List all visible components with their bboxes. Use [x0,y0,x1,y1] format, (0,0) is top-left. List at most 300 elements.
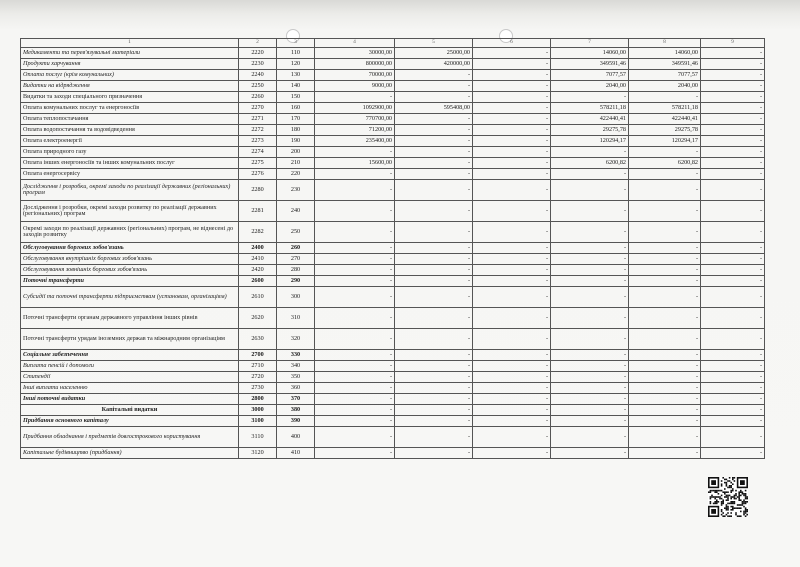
value-col4: - [315,147,395,158]
value-col4: - [315,383,395,394]
value-col4: 9000,00 [315,81,395,92]
value-col5: - [395,92,473,103]
value-col5: - [395,427,473,448]
value-col6: - [473,48,551,59]
column-number-row [21,39,765,48]
value-col4: - [315,169,395,180]
value-col9: - [701,158,765,169]
value-col6: - [473,416,551,427]
value-col8: - [629,372,701,383]
value-col9: - [701,103,765,114]
value-col5: 595408,00 [395,103,473,114]
value-col7: - [551,169,629,180]
value-col8: - [629,222,701,243]
value-col7: - [551,201,629,222]
value-col6: - [473,254,551,265]
value-col9: - [701,350,765,361]
table-row [21,59,765,70]
kekv-code: 2230 [239,59,277,70]
table-row [21,180,765,201]
value-col8: 29275,78 [629,125,701,136]
value-col4: - [315,308,395,329]
value-col6: - [473,243,551,254]
table-row [21,48,765,59]
value-col8: 422440,41 [629,114,701,125]
value-col5: - [395,416,473,427]
table-row [21,70,765,81]
kekv-code: 2240 [239,70,277,81]
kekv-code: 2220 [239,48,277,59]
value-col4: - [315,265,395,276]
value-col4: - [315,427,395,448]
kekv-code: 2800 [239,394,277,405]
value-col6: - [473,383,551,394]
value-col7: - [551,416,629,427]
value-col7: - [551,243,629,254]
value-col9: - [701,114,765,125]
row-name: Дослідження і розробки, окремі заходи розвитку по реалізації державних (регіональних) програм [21,201,239,222]
table-row [21,147,765,158]
table-row [21,416,765,427]
value-col6: - [473,201,551,222]
value-col6: - [473,329,551,350]
kekv-code: 2275 [239,158,277,169]
value-col8: 7077,57 [629,70,701,81]
row-code: 190 [277,136,315,147]
value-col7: 29275,78 [551,125,629,136]
value-col8: 349591,46 [629,59,701,70]
value-col8: - [629,383,701,394]
value-col8: - [629,243,701,254]
value-col9: - [701,276,765,287]
value-col9: - [701,201,765,222]
value-col5: 25000,00 [395,48,473,59]
value-col7: 2040,00 [551,81,629,92]
table-row [21,265,765,276]
value-col6: - [473,427,551,448]
value-col9: - [701,265,765,276]
value-col7: - [551,147,629,158]
value-col9: - [701,180,765,201]
row-code: 120 [277,59,315,70]
value-col7: 422440,41 [551,114,629,125]
value-col4: - [315,276,395,287]
kekv-code: 2420 [239,265,277,276]
value-col6: - [473,276,551,287]
row-name: Обслуговування внутрішніх боргових зобов'язань [21,254,239,265]
value-col8: - [629,361,701,372]
value-col8: - [629,308,701,329]
value-col5: - [395,265,473,276]
row-code: 380 [277,405,315,416]
value-col5: - [395,70,473,81]
table-row [21,350,765,361]
value-col6: - [473,405,551,416]
value-col6: - [473,265,551,276]
kekv-code: 2260 [239,92,277,103]
row-name: Оплата електроенергії [21,136,239,147]
value-col7: - [551,265,629,276]
row-name: Медикаменти та перев'язувальні матеріали [21,48,239,59]
value-col4: 71200,00 [315,125,395,136]
kekv-code: 2271 [239,114,277,125]
row-code: 260 [277,243,315,254]
table-row [21,158,765,169]
value-col7: - [551,361,629,372]
row-code: 280 [277,265,315,276]
value-col7: - [551,254,629,265]
value-col9: - [701,48,765,59]
row-name: Обслуговування зовнішніх боргових зобов'язань [21,265,239,276]
value-col9: - [701,448,765,459]
value-col6: - [473,350,551,361]
value-col7: 120294,17 [551,136,629,147]
value-col8: - [629,180,701,201]
value-col5: - [395,136,473,147]
value-col9: - [701,427,765,448]
row-code: 140 [277,81,315,92]
value-col9: - [701,372,765,383]
value-col6: - [473,394,551,405]
table-row [21,383,765,394]
table-row [21,125,765,136]
value-col4: - [315,222,395,243]
row-code: 330 [277,350,315,361]
value-col8: 14060,00 [629,48,701,59]
row-name: Поточні трансферти [21,276,239,287]
value-col7: 7077,57 [551,70,629,81]
table-row [21,81,765,92]
value-col4: - [315,243,395,254]
value-col9: - [701,222,765,243]
value-col6: - [473,222,551,243]
value-col4: - [315,254,395,265]
kekv-code: 2400 [239,243,277,254]
kekv-code: 2280 [239,180,277,201]
row-code: 170 [277,114,315,125]
value-col9: - [701,287,765,308]
table-row [21,222,765,243]
row-code: 320 [277,329,315,350]
value-col8: 6200,82 [629,158,701,169]
value-col5: - [395,81,473,92]
table-row [21,287,765,308]
kekv-code: 2270 [239,103,277,114]
value-col8: - [629,92,701,103]
kekv-code: 2700 [239,350,277,361]
value-col4: - [315,329,395,350]
value-col7: - [551,92,629,103]
row-code: 250 [277,222,315,243]
table-row [21,103,765,114]
value-col4: - [315,394,395,405]
value-col9: - [701,416,765,427]
column-number: 3 [277,39,315,48]
kekv-code: 2720 [239,372,277,383]
value-col8: - [629,169,701,180]
table-row [21,201,765,222]
value-col6: - [473,180,551,201]
row-name: Оплата енергосервісу [21,169,239,180]
value-col7: - [551,308,629,329]
row-code: 390 [277,416,315,427]
column-number: 5 [395,39,473,48]
value-col5: - [395,114,473,125]
row-name: Оплата природного газу [21,147,239,158]
value-col4: 800000,00 [315,59,395,70]
value-col9: - [701,81,765,92]
value-col6: - [473,81,551,92]
value-col4: 70000,00 [315,70,395,81]
row-name: Оплата інших енергоносіїв та інших комунальних послуг [21,158,239,169]
column-number: 1 [21,39,239,48]
kekv-code: 2410 [239,254,277,265]
value-col7: - [551,180,629,201]
value-col8: - [629,265,701,276]
kekv-code: 2274 [239,147,277,158]
row-code: 360 [277,383,315,394]
kekv-code: 2281 [239,201,277,222]
row-code: 410 [277,448,315,459]
value-col6: - [473,361,551,372]
column-number: 9 [701,39,765,48]
value-col6: - [473,448,551,459]
value-col6: - [473,114,551,125]
value-col6: - [473,70,551,81]
value-col4: 770700,00 [315,114,395,125]
value-col9: - [701,254,765,265]
kekv-code: 2282 [239,222,277,243]
value-col6: - [473,287,551,308]
value-col7: - [551,372,629,383]
value-col5: - [395,329,473,350]
row-name: Обслуговування боргових зобов'язань [21,243,239,254]
kekv-code: 3100 [239,416,277,427]
value-col4: - [315,180,395,201]
expenditure-report-table [20,38,765,459]
row-name: Придбання обладнання і предметів довгострокового користування [21,427,239,448]
value-col4: 15600,00 [315,158,395,169]
row-code: 240 [277,201,315,222]
kekv-code: 2250 [239,81,277,92]
kekv-code: 2610 [239,287,277,308]
kekv-code: 2710 [239,361,277,372]
value-col6: - [473,158,551,169]
kekv-code: 2620 [239,308,277,329]
value-col4: 235400,00 [315,136,395,147]
value-col8: - [629,276,701,287]
table-row [21,276,765,287]
value-col9: - [701,147,765,158]
value-col8: - [629,448,701,459]
value-col8: 578211,18 [629,103,701,114]
value-col8: - [629,427,701,448]
value-col7: - [551,448,629,459]
value-col5: - [395,308,473,329]
value-col6: - [473,147,551,158]
value-col8: - [629,147,701,158]
value-col7: - [551,287,629,308]
column-number: 7 [551,39,629,48]
value-col5: - [395,448,473,459]
value-col8: - [629,350,701,361]
value-col4: - [315,416,395,427]
value-col7: 349591,46 [551,59,629,70]
table-row [21,92,765,103]
value-col6: - [473,136,551,147]
row-name: Поточні трансферти органам державного управління інших рівнів [21,308,239,329]
row-name: Соціальне забезпечення [21,350,239,361]
value-col7: - [551,222,629,243]
table-row [21,254,765,265]
table-row [21,136,765,147]
value-col5: - [395,372,473,383]
kekv-code: 2600 [239,276,277,287]
kekv-code: 2273 [239,136,277,147]
row-code: 200 [277,147,315,158]
value-col9: - [701,92,765,103]
row-code: 160 [277,103,315,114]
row-name: Капітальне будівництво (придбання) [21,448,239,459]
row-code: 300 [277,287,315,308]
value-col6: - [473,169,551,180]
value-col4: - [315,405,395,416]
row-name: Оплата комунальних послуг та енергоносіїв [21,103,239,114]
row-name: Дослідження і розробки, окремі заходи по реалізації державних (регіональних) програм [21,180,239,201]
value-col5: - [395,405,473,416]
value-col6: - [473,308,551,329]
value-col5: - [395,361,473,372]
value-col4: 1092900,00 [315,103,395,114]
table-row [21,361,765,372]
row-name: Видатки на відрядження [21,81,239,92]
value-col9: - [701,70,765,81]
row-name: Оплата теплопостачання [21,114,239,125]
value-col4: - [315,372,395,383]
value-col7: 6200,82 [551,158,629,169]
value-col4: - [315,448,395,459]
kekv-code: 3120 [239,448,277,459]
row-code: 310 [277,308,315,329]
value-col7: - [551,329,629,350]
value-col5: - [395,158,473,169]
row-code: 220 [277,169,315,180]
kekv-code: 3000 [239,405,277,416]
value-col8: 2040,00 [629,81,701,92]
value-col9: - [701,125,765,136]
row-name: Оплата водопостачання та водовідведення [21,125,239,136]
row-code: 180 [277,125,315,136]
row-name: Виплата пенсій і допомоги [21,361,239,372]
value-col7: - [551,350,629,361]
row-name: Субсидії та поточні трансферти підприємствам (установам, організаціям) [21,287,239,308]
value-col5: - [395,201,473,222]
value-col9: - [701,169,765,180]
row-code: 130 [277,70,315,81]
row-name: Окремі заходи по реалізації державних (регіональних) програм, не віднесені до заходів розвитку [21,222,239,243]
row-name: Інші виплати населенню [21,383,239,394]
value-col6: - [473,372,551,383]
value-col5: - [395,243,473,254]
value-col5: - [395,287,473,308]
row-code: 370 [277,394,315,405]
column-number: 8 [629,39,701,48]
row-name: Поточні трансферти урядам іноземних держав та міжнародним організаціям [21,329,239,350]
row-code: 290 [277,276,315,287]
row-name: Продукти харчування [21,59,239,70]
value-col8: - [629,394,701,405]
table-row [21,114,765,125]
value-col9: - [701,405,765,416]
row-name: Видатки та заходи спеціального призначення [21,92,239,103]
qr-code [708,477,748,517]
value-col7: - [551,383,629,394]
value-col4: - [315,350,395,361]
table-row [21,394,765,405]
row-name: Інші поточні видатки [21,394,239,405]
row-name: Придбання основного капіталу [21,416,239,427]
table-row [21,405,765,416]
value-col9: - [701,329,765,350]
row-name: Оплата послуг (крім комунальних) [21,70,239,81]
value-col9: - [701,308,765,329]
table-row [21,308,765,329]
row-code: 210 [277,158,315,169]
value-col5: - [395,276,473,287]
value-col8: - [629,254,701,265]
row-code: 340 [277,361,315,372]
value-col6: - [473,59,551,70]
kekv-code: 2630 [239,329,277,350]
value-col9: - [701,394,765,405]
table-row [21,329,765,350]
value-col8: - [629,287,701,308]
table-row [21,448,765,459]
value-col8: - [629,416,701,427]
value-col5: - [395,125,473,136]
value-col8: - [629,405,701,416]
row-code: 400 [277,427,315,448]
value-col5: - [395,383,473,394]
row-code: 350 [277,372,315,383]
value-col6: - [473,92,551,103]
table-row [21,372,765,383]
value-col5: - [395,222,473,243]
value-col8: - [629,201,701,222]
value-col4: - [315,287,395,308]
value-col7: - [551,394,629,405]
value-col4: - [315,361,395,372]
value-col5: - [395,180,473,201]
value-col9: - [701,136,765,147]
value-col7: - [551,276,629,287]
kekv-code: 3110 [239,427,277,448]
kekv-code: 2730 [239,383,277,394]
value-col5: - [395,147,473,158]
column-number: 6 [473,39,551,48]
table-body [21,39,765,459]
column-number: 2 [239,39,277,48]
value-col5: - [395,254,473,265]
row-code: 110 [277,48,315,59]
value-col9: - [701,383,765,394]
value-col8: 120294,17 [629,136,701,147]
value-col9: - [701,361,765,372]
row-name: Капітальні видатки [21,405,239,416]
row-code: 270 [277,254,315,265]
row-code: 230 [277,180,315,201]
value-col8: - [629,329,701,350]
